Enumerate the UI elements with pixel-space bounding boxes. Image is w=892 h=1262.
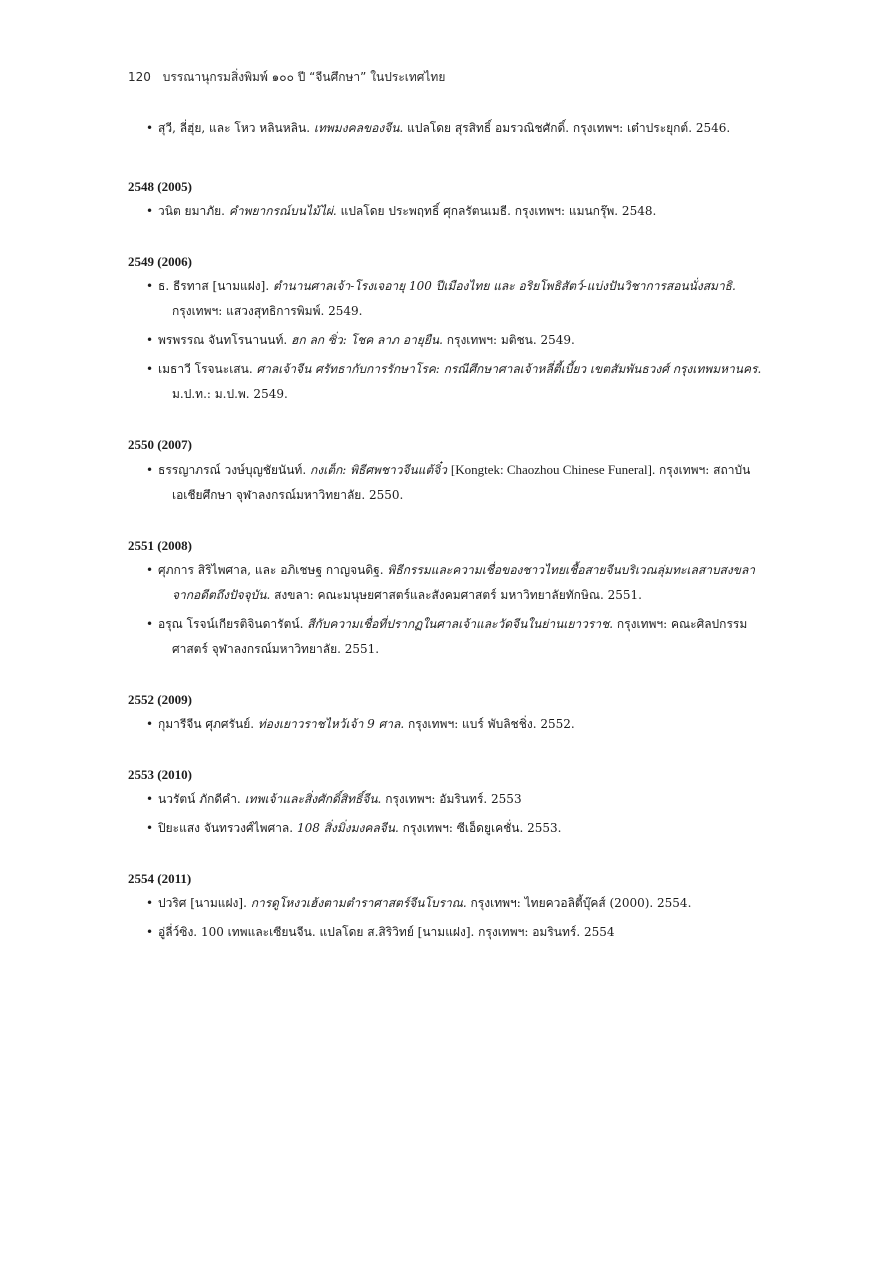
reference-entry [128, 712, 768, 737]
year-heading: 2548 (2005) [128, 179, 192, 194]
reference-title: พิธีกรรมและความเชื่อของชาวไทยเชื้อสายจีนบริเวณลุ่มทะเลสาบสงขลา จากอดีตถึงปัจจุบัน. [172, 563, 756, 602]
bullet-icon: • [146, 617, 154, 631]
reference-list [128, 274, 768, 407]
reference-entry [128, 891, 768, 916]
reference-entry [128, 116, 768, 141]
reference-english-title: [Kongtek: Chaozhou Chinese Funeral]. [450, 462, 656, 477]
reference-publication: สงขลา: คณะมนุษยศาสตร์และสังคมศาสตร์ มหาวิทยาลัยทักษิณ. 2551. [274, 588, 642, 602]
running-title: บรรณานุกรมสิ่งพิมพ์ ๑๐๐ ปี “จีนศึกษา” ในประเทศไทย [162, 70, 446, 84]
reference-title: ตำนานศาลเจ้า-โรงเจอายุ 100 ปีเมืองไทย และ อริยโพธิสัตว์-แบ่งปันวิชาการสอนนั่งสมาธิ. [273, 279, 736, 293]
year-section [128, 765, 768, 841]
reference-publication: กรุงเทพฯ: คณะศิลปกรรมศาสตร์ จุฬาลงกรณ์มหาวิทยาลัย. 2551. [172, 617, 748, 656]
reference-entry [128, 199, 768, 224]
reference-publication: กรุงเทพฯ: ซีเอ็ดยูเคชั่น. 2553. [402, 821, 562, 835]
reference-author: สุวี, ลี่ฮุ่ย, และ โหว หลินหลิน. [158, 121, 311, 135]
bullet-icon: • [146, 925, 154, 939]
reference-entry [128, 612, 768, 662]
year-heading: 2553 (2010) [128, 767, 192, 782]
reference-list [128, 891, 768, 945]
reference-entry [128, 558, 768, 608]
reference-list [128, 457, 768, 508]
reference-title: 108 สิ่งมิ่งมงคลจีน. [296, 821, 399, 835]
bullet-icon: • [146, 821, 154, 835]
reference-title: ท่องเยาวราชไหว้เจ้า 9 ศาล. [257, 717, 405, 731]
reference-entry [128, 274, 768, 324]
bullet-icon: • [146, 204, 154, 218]
reference-entry [128, 787, 768, 812]
page-number: 120 [128, 70, 151, 84]
reference-title: ศาลเจ้าจีน ศรัทธากับการรักษาโรค: กรณีศึกษาศาลเจ้าหลี่ตี้เบี้ยว เขตสัมพันธวงศ์ กรุงเทพมหานคร. [256, 362, 762, 376]
year-section [128, 435, 768, 508]
year-heading: 2549 (2006) [128, 254, 192, 269]
reference-publication: กรุงเทพฯ: อัมรินทร์. 2553 [385, 792, 522, 806]
reference-author: วนิต ยมาภัย. [158, 204, 225, 218]
bibliography-content [128, 116, 768, 973]
bullet-icon: • [146, 563, 154, 577]
reference-author: ธ. ธีรทาส [นามแฝง]. [158, 279, 270, 293]
reference-title: เทพมงคลของจีน. [313, 121, 404, 135]
year-heading: 2550 (2007) [128, 437, 192, 452]
reference-author: ปิยะแสง จันทรวงศ์ไพศาล. [158, 821, 294, 835]
year-section [128, 536, 768, 662]
reference-author: อรุณ โรจน์เกียรติจินดารัตน์. [158, 617, 304, 631]
reference-author: อู่ลี่ว์ซิง. [158, 925, 198, 939]
reference-publication: ม.ป.ท.: ม.ป.พ. 2549. [172, 387, 288, 401]
reference-author: เมธาวี โรจนะเสน. [158, 362, 253, 376]
reference-title: คำพยากรณ์บนไม้ไผ่. [228, 204, 337, 218]
reference-title: กงเต็ก: พิธีศพชาวจีนแต้จิ๋ว [309, 463, 448, 477]
reference-publication: กรุงเทพฯ: แสวงสุทธิการพิมพ์. 2549. [172, 304, 363, 318]
bullet-icon: • [146, 792, 154, 806]
reference-list [128, 712, 768, 737]
reference-author: นวรัตน์ ภักดีคำ. [158, 792, 241, 806]
reference-publication: แปลโดย ประพฤทธิ์ ศุกลรัตนเมธี. กรุงเทพฯ: แมนกรุ๊พ. 2548. [340, 204, 657, 218]
reference-entry [128, 816, 768, 841]
reference-publication: 100 เทพและเซียนจีน. แปลโดย ส.สิริวิทย์ [นามแฝง]. กรุงเทพฯ: อมรินทร์. 2554 [200, 925, 615, 939]
reference-author: ธรรญาภรณ์ วงษ์บุญชัยนันท์. [158, 463, 307, 477]
reference-entry [128, 328, 768, 353]
bullet-icon: • [146, 362, 154, 376]
reference-list [128, 558, 768, 662]
reference-title: ฮก ลก ซิ่ว: โชค ลาภ อายุยืน. [291, 333, 443, 347]
reference-entry [128, 357, 768, 407]
reference-author: พรพรรณ จันทโรนานนท์. [158, 333, 288, 347]
reference-title: การดูโหงวเฮ้งตามตำราศาสตร์จีนโบราณ. [250, 896, 467, 910]
bullet-icon: • [146, 717, 154, 731]
year-section [128, 252, 768, 407]
year-heading: 2551 (2008) [128, 538, 192, 553]
year-heading: 2554 (2011) [128, 871, 192, 886]
reference-publication: กรุงเทพฯ: มติชน. 2549. [446, 333, 575, 347]
year-heading: 2552 (2009) [128, 692, 192, 707]
year-section [128, 690, 768, 737]
reference-entry [128, 457, 768, 508]
bullet-icon: • [146, 463, 154, 477]
bullet-icon: • [146, 279, 154, 293]
year-section [128, 869, 768, 945]
reference-publication: กรุงเทพฯ: แบร์ พับลิชชิ่ง. 2552. [407, 717, 575, 731]
reference-list [128, 787, 768, 841]
reference-author: ศุภการ สิริไพศาล, และ อภิเชษฐ กาญจนดิฐ. [158, 563, 384, 577]
reference-publication: กรุงเทพฯ: สถาบันเอเชียศึกษา จุฬาลงกรณ์มหาวิทยาลัย. 2550. [172, 463, 751, 502]
reference-publication: แปลโดย สุรสิทธิ์ อมรวณิชศักดิ์. กรุงเทพฯ: เต๋าประยุกต์. 2546. [407, 121, 731, 135]
bullet-icon: • [146, 333, 154, 347]
bullet-icon: • [146, 121, 154, 135]
year-section [128, 177, 768, 224]
page-header [128, 68, 445, 87]
bullet-icon: • [146, 896, 154, 910]
reference-author: ปวริศ [นามแฝง]. [158, 896, 247, 910]
continued-section [128, 116, 768, 141]
reference-publication: กรุงเทพฯ: ไทยควอลิตี้บุ๊คส์ (2000). 2554. [470, 896, 692, 910]
reference-title: เทพเจ้าและสิ่งศักดิ์สิทธิ์จีน. [244, 792, 382, 806]
reference-entry [128, 920, 768, 945]
reference-author: กุมารีจีน ศุภศรันย์. [158, 717, 255, 731]
reference-title: สีกับความเชื่อที่ปรากฏในศาลเจ้าและวัดจีนในย่านเยาวราช. [307, 617, 614, 631]
reference-list [128, 116, 768, 141]
reference-list [128, 199, 768, 224]
